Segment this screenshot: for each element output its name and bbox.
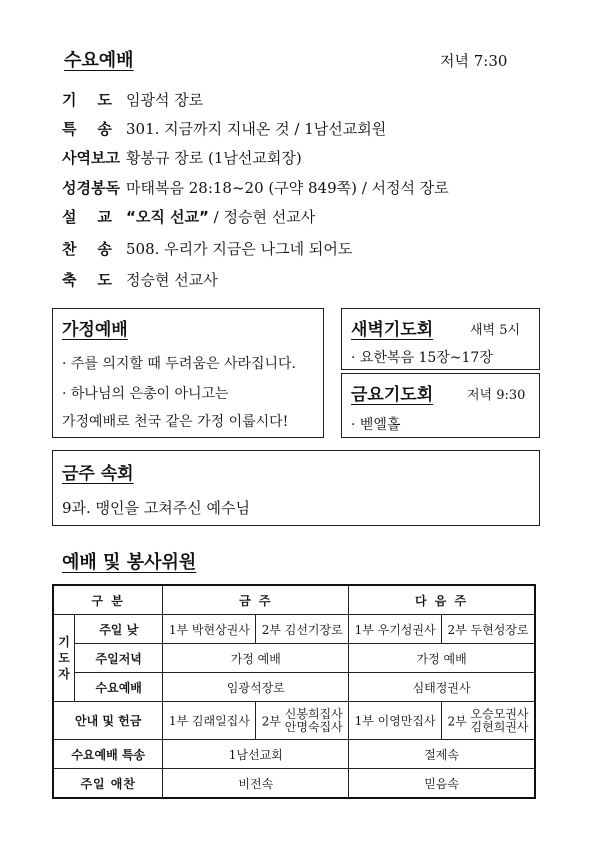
family-line-1: · 주를 의지할 때 두려움은 사라집니다. bbox=[62, 356, 297, 372]
dawn-prayer-time: 새벽 5시 bbox=[470, 323, 521, 338]
friday-prayer-box bbox=[341, 373, 540, 438]
friday-prayer-time: 저녁 9:30 bbox=[467, 388, 526, 403]
row-scripture bbox=[62, 177, 449, 198]
row-value: 황봉규 장로 (1남선교회장) bbox=[126, 149, 302, 167]
usher-next-2-prefix: 2부 bbox=[447, 714, 467, 728]
district-meeting-line: 9과. 맹인을 고쳐주신 예수님 bbox=[62, 499, 251, 517]
lunch-next: 믿음속 bbox=[349, 769, 535, 799]
district-meeting-box bbox=[52, 450, 540, 526]
usher-label: 안내 및 헌금 bbox=[53, 702, 163, 740]
head-division: 구 분 bbox=[53, 585, 163, 615]
family-line-2: · 하나님의 은총이 아니고는 bbox=[62, 386, 229, 402]
row-benediction bbox=[62, 269, 218, 290]
row-value: 마태복음 28:18~20 (구약 849쪽) / 서정석 장로 bbox=[126, 179, 449, 197]
row-label: 설 교 bbox=[62, 208, 112, 226]
row-value: 정승현 선교사 bbox=[126, 271, 218, 289]
head-this-week: 금 주 bbox=[163, 585, 349, 615]
family-line-3: 가정예배로 천국 같은 가정 이룹시다! bbox=[62, 414, 289, 430]
row-label: 축 도 bbox=[62, 271, 112, 289]
wed-this: 임광석장로 bbox=[163, 673, 349, 702]
usher-this-2 bbox=[256, 702, 349, 740]
sunday-day-label: 주일 낮 bbox=[75, 615, 163, 644]
row-label: 찬 송 bbox=[62, 240, 112, 258]
table-row bbox=[53, 615, 535, 644]
wed-next: 심태정권사 bbox=[349, 673, 535, 702]
row-value: 508. 우리가 지금은 나그네 되어도 bbox=[126, 240, 353, 258]
lunch-this: 비전속 bbox=[163, 769, 349, 799]
lunch-label: 주일 애찬 bbox=[53, 769, 163, 799]
row-special-song bbox=[62, 118, 386, 139]
dawn-prayer-line: · 요한복음 15장~17장 bbox=[351, 350, 493, 366]
row-value: / 정승현 선교사 bbox=[208, 208, 316, 226]
usher-next-2b: 김현희권사 bbox=[470, 719, 529, 734]
wed-special-label: 수요예배 특송 bbox=[53, 740, 163, 769]
table-row bbox=[53, 740, 535, 769]
row-ministry-report bbox=[62, 147, 302, 168]
sermon-title: “오직 선교” bbox=[126, 208, 209, 226]
usher-this-2a: 신봉희집사 bbox=[284, 706, 343, 721]
row-label: 기 도 bbox=[62, 91, 112, 109]
table-row bbox=[53, 644, 535, 673]
wed-special-this: 1남선교회 bbox=[163, 740, 349, 769]
head-next-week: 다 음 주 bbox=[349, 585, 535, 615]
row-label: 성경봉독 bbox=[62, 179, 120, 197]
usher-next-1: 1부 이영만집사 bbox=[349, 702, 442, 740]
prayer-label bbox=[53, 615, 75, 702]
table-row bbox=[53, 673, 535, 702]
table-row bbox=[53, 702, 535, 740]
duty-table bbox=[52, 584, 536, 799]
usher-next-2a: 오승모권사 bbox=[470, 706, 529, 721]
sunday-eve-this: 가정 예배 bbox=[163, 644, 349, 673]
row-sermon bbox=[62, 206, 315, 227]
sunday-day-next-2: 2부 두현성장로 bbox=[442, 615, 535, 644]
row-prayer bbox=[62, 89, 203, 110]
sunday-day-next-1: 1부 우기성권사 bbox=[349, 615, 442, 644]
family-worship-box bbox=[52, 308, 324, 438]
usher-this-2b: 안명숙집사 bbox=[284, 719, 343, 734]
friday-prayer-title: 금요기도회 bbox=[351, 385, 434, 405]
dawn-prayer-box bbox=[341, 308, 540, 370]
row-hymn bbox=[62, 238, 352, 259]
family-worship-title: 가정예배 bbox=[62, 320, 128, 340]
row-value: 301. 지금까지 지내온 것 / 1남선교회원 bbox=[126, 120, 387, 138]
row-label: 특 송 bbox=[62, 120, 112, 138]
sunday-eve-next: 가정 예배 bbox=[349, 644, 535, 673]
usher-this-2-prefix: 2부 bbox=[261, 714, 281, 728]
dawn-prayer-title: 새벽기도회 bbox=[351, 320, 434, 340]
wed-label: 수요예배 bbox=[75, 673, 163, 702]
table-row bbox=[53, 769, 535, 799]
table-row bbox=[53, 585, 535, 615]
row-label: 사역보고 bbox=[62, 149, 120, 167]
wed-special-next: 절제속 bbox=[349, 740, 535, 769]
wednesday-time: 저녁 7:30 bbox=[440, 52, 508, 70]
sunday-day-this-2: 2부 김선기장로 bbox=[256, 615, 349, 644]
prayer-label-text: 기도자 bbox=[58, 635, 70, 681]
sunday-day-this-1: 1부 박현상권사 bbox=[163, 615, 256, 644]
friday-prayer-line: · 벧엘홀 bbox=[351, 417, 401, 433]
usher-this-1: 1부 김래일집사 bbox=[163, 702, 256, 740]
usher-next-2 bbox=[442, 702, 535, 740]
row-value: 임광석 장로 bbox=[126, 91, 204, 109]
district-meeting-title: 금주 속회 bbox=[62, 464, 134, 484]
wednesday-title: 수요예배 bbox=[64, 50, 134, 71]
duty-title: 예배 및 봉사위원 bbox=[62, 552, 197, 573]
sunday-eve-label: 주일저녁 bbox=[75, 644, 163, 673]
